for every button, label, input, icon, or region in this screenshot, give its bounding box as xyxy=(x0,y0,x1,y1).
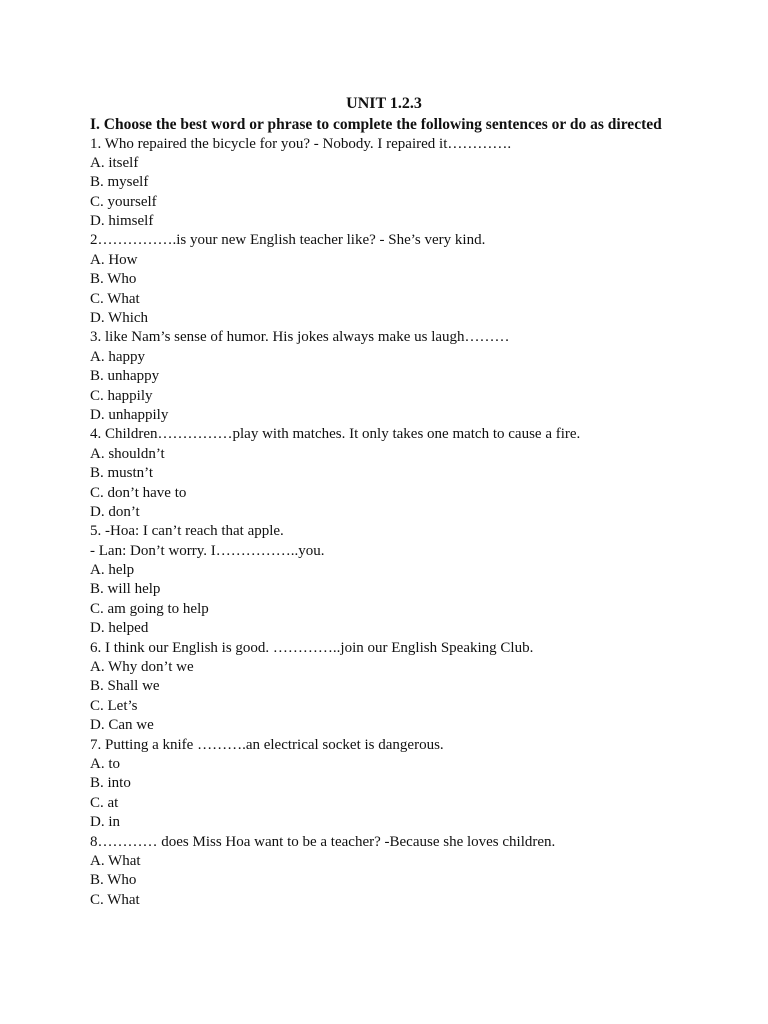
answer-option: A. to xyxy=(90,756,120,772)
answer-option: C. yourself xyxy=(90,193,157,210)
section-heading: I. Choose the best word or phrase to complete the following sentences or do as directed xyxy=(90,116,662,133)
document-page xyxy=(90,94,678,910)
question-line: 4. Children……………play with matches. It only takes one match to cause a fire. xyxy=(90,426,581,443)
question-list xyxy=(90,135,678,911)
answer-option: A. How xyxy=(90,251,138,268)
answer-option: D. Which xyxy=(90,310,149,327)
answer-option: B. Who xyxy=(90,271,137,288)
question-line: 2…………….is your new English teacher like? - She’s very kind. xyxy=(90,232,486,249)
question-line: 8………… does Miss Hoa want to be a teacher? -Because she loves children. xyxy=(90,833,556,850)
question-line: 5. -Hoa: I can’t reach that apple. xyxy=(90,523,284,540)
answer-option: B. myself xyxy=(90,174,149,191)
answer-option: C. am going to help xyxy=(90,600,209,617)
answer-option: D. don’t xyxy=(90,503,140,520)
answer-option: A. Why don’t we xyxy=(90,659,194,676)
answer-option: A. happy xyxy=(90,348,145,365)
answer-option: D. himself xyxy=(90,213,154,230)
answer-option: A. shouldn’t xyxy=(90,445,165,462)
answer-option: B. mustn’t xyxy=(90,465,154,482)
answer-option: C. What xyxy=(90,891,140,908)
answer-option: D. helped xyxy=(90,620,149,637)
answer-option: C. at xyxy=(90,794,119,811)
answer-option: A. What xyxy=(90,852,141,869)
question-line: - Lan: Don’t worry. I……………..you. xyxy=(90,542,325,559)
answer-option: C. don’t have to xyxy=(90,484,187,501)
answer-option: A. help xyxy=(90,562,135,579)
answer-option: B. will help xyxy=(90,581,161,598)
answer-option: B. into xyxy=(90,775,131,792)
question-line: 6. I think our English is good. …………..join our English Speaking Club. xyxy=(90,639,534,656)
answer-option: A. itself xyxy=(90,154,139,171)
question-line: 3. like Nam’s sense of humor. His jokes always make us laugh……… xyxy=(90,329,510,346)
unit-title: UNIT 1.2.3 xyxy=(346,95,422,112)
question-line: 1. Who repaired the bicycle for you? - Nobody. I repaired it…………. xyxy=(90,135,512,152)
question-line: 7. Putting a knife ……….an electrical socket is dangerous. xyxy=(90,736,444,753)
answer-option: D. Can we xyxy=(90,717,154,734)
answer-option: C. Let’s xyxy=(90,697,138,714)
answer-option: B. Who xyxy=(90,872,137,889)
answer-option: B. unhappy xyxy=(90,368,160,385)
answer-option: C. What xyxy=(90,290,140,307)
answer-option: C. happily xyxy=(90,387,153,404)
answer-option: D. in xyxy=(90,814,120,831)
answer-option: B. Shall we xyxy=(90,678,160,695)
answer-option: D. unhappily xyxy=(90,406,169,423)
